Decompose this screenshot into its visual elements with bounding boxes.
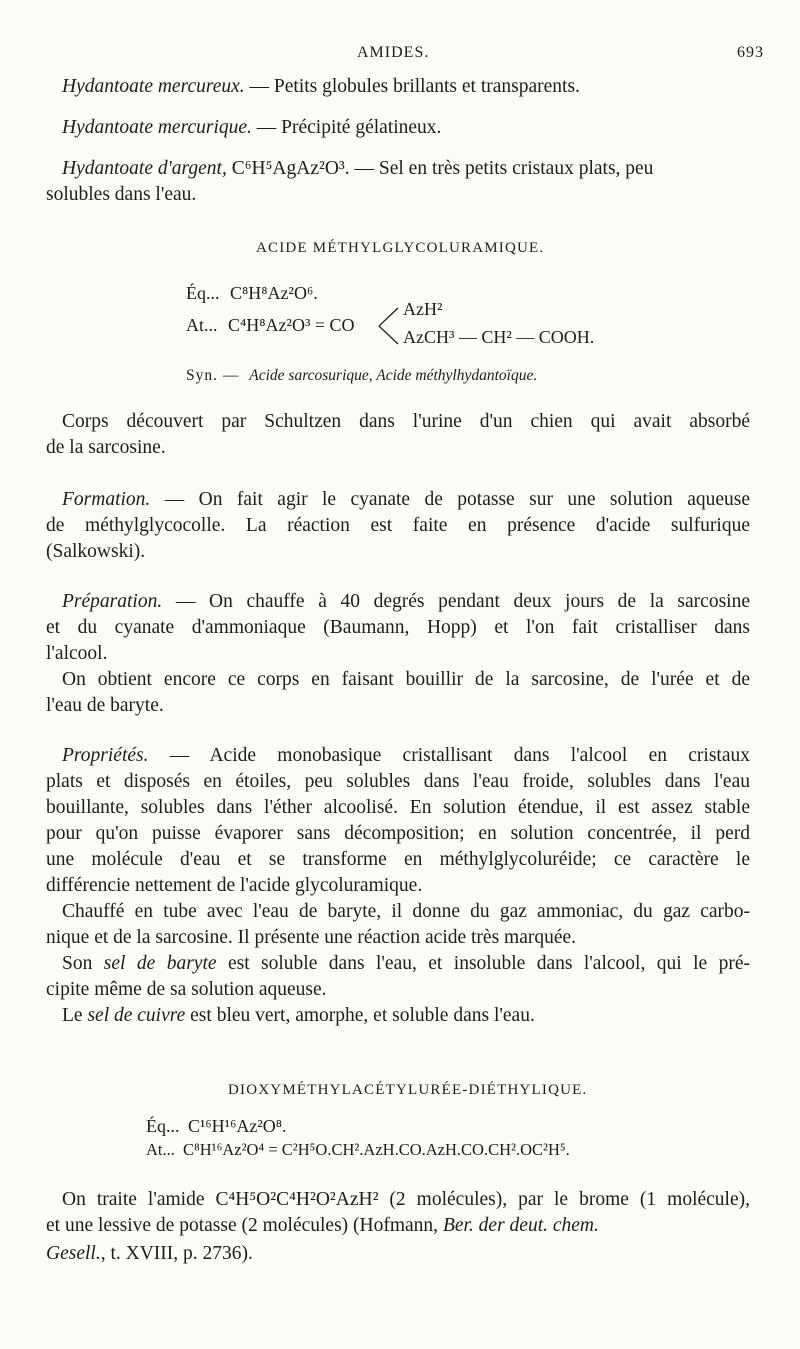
synonyms-line	[186, 367, 537, 385]
hydantoate-argent-formula: C⁶H⁵AgAz²O³.	[226, 158, 350, 179]
preparation-line-3: l'alcool.	[46, 643, 108, 664]
page-number: 693	[737, 44, 764, 61]
section-title-acide-methylglycoluramique: ACIDE MÉTHYLGLYCOLURAMIQUE.	[256, 240, 545, 256]
hydantoate-mercurique-name: Hydantoate mercurique.	[62, 117, 252, 138]
hydantoate-mercurique-text: — Précipité gélatineux.	[251, 117, 442, 138]
hydantoate-mercureux-name: Hydantoate mercureux.	[62, 76, 245, 97]
eq-formula-1: C⁸H⁸Az²O⁶.	[230, 283, 318, 303]
baryte-salt-rest: est soluble dans l'eau, et insoluble dans l'alcool, qui le pré-	[216, 953, 750, 974]
properties-line-5: une molécule d'eau et se transforme en méthylglycoluréide; ce caractère le	[46, 849, 750, 870]
at-label-2: At...	[146, 1140, 175, 1159]
heated-line-2: nique et de la sarcosine. Il présente une réaction acide très marquée.	[46, 927, 577, 948]
baryte-salt-line-2: cipite même de sa solution aqueuse.	[46, 979, 327, 1000]
preparation-text-1: — On chauffe à 40 degrés pendant deux jours de la sarcosine	[162, 591, 750, 612]
formation-label: Formation.	[62, 489, 151, 510]
baryte-prefix: Son	[62, 953, 104, 974]
running-title: AMIDES.	[357, 44, 430, 61]
formation-text-1: — On fait agir le cyanate de potasse sur une solution aqueuse	[150, 489, 750, 510]
hydantoate-mercurique-line	[62, 115, 441, 141]
properties-para-line1	[62, 743, 750, 769]
heated-line-1: Chauffé en tube avec l'eau de baryte, il donne du gaz ammoniac, du gaz carbo-	[62, 901, 750, 922]
amide-reference-rest: , t. XVIII, p. 2736).	[100, 1243, 253, 1264]
amide-line2-start: et une lessive de potasse (2 molécules) (Hofmann,	[46, 1215, 443, 1236]
amide-reference-journal: Ber. der deut. chem.	[442, 1215, 599, 1236]
preparation-para-line1	[62, 589, 750, 615]
preparation-line-1	[62, 589, 750, 615]
copper-salt-rest: est bleu vert, amorphe, et soluble dans l'eau.	[185, 1005, 535, 1026]
intro-line-1: Corps découvert par Schultzen dans l'urine d'un chien qui avait absorbé	[62, 411, 750, 432]
hydantoate-argent-name: Hydantoate d'argent,	[62, 158, 227, 179]
syn-label: Syn. —	[186, 367, 240, 384]
copper-salt-line	[62, 1003, 535, 1029]
baryte-salt-name: sel de baryte	[103, 953, 217, 974]
hydantoate-argent-line1	[62, 156, 742, 182]
obtain-line-1: On obtient encore ce corps en faisant bouillir de la sarcosine, de l'urée et de	[62, 669, 750, 690]
preparation-line-2: et du cyanate d'ammoniaque (Baumann, Hopp) et l'on fait cristalliser dans	[46, 617, 750, 638]
branch-bottom-group: AzCH³ — CH² — COOH.	[403, 327, 595, 347]
properties-line-3: bouillante, solubles dans l'éther alcoolisé. En solution étendue, il est assez stable	[46, 797, 750, 818]
formation-line-1	[62, 487, 750, 513]
branch-upper-stroke	[379, 308, 398, 326]
properties-line-2: plats et disposés en étoiles, peu solubles dans l'eau froide, solubles dans l'eau	[46, 771, 750, 792]
page-header	[0, 44, 800, 68]
syn-text: Acide sarcosurique, Acide méthylhydantoïque.	[249, 367, 538, 384]
properties-label: Propriétés.	[62, 745, 149, 766]
structure-branch-svg	[376, 302, 404, 350]
properties-line-4: pour qu'on puisse évaporer sans décomposition; en solution concentrée, il perd	[46, 823, 750, 844]
baryte-salt-line-1	[62, 951, 750, 977]
eq-formula-line-1	[186, 281, 318, 305]
at-label-1: At...	[186, 315, 218, 335]
at-formula-line-1	[186, 313, 355, 337]
at-formula-line-2	[146, 1138, 570, 1162]
formation-line-2: de méthylglycocolle. La réaction est faite en présence d'acide sulfurique	[46, 515, 750, 536]
hydantoate-argent-text2: solubles dans l'eau.	[46, 184, 197, 205]
intro-line-2: de la sarcosine.	[46, 437, 166, 458]
eq-formula-2: C¹⁶H¹⁶Az²O⁸.	[188, 1116, 287, 1136]
formation-para-line1	[62, 487, 750, 513]
properties-line-1	[62, 743, 750, 769]
hydantoate-mercureux-line	[62, 74, 580, 100]
obtain-line-2: l'eau de baryte.	[46, 695, 164, 716]
eq-formula-line-2	[146, 1114, 287, 1138]
at-formula-2: C⁸H¹⁶Az²O⁴ = C²H⁵O.CH².AzH.CO.AzH.CO.CH².OC²H⁵.	[183, 1140, 570, 1159]
amide-reference-gesell: Gesell.	[46, 1243, 101, 1264]
amide-line-1: On traite l'amide C⁴H⁵O²C⁴H²O²AzH² (2 molécules), par le brome (1 molécule),	[62, 1189, 750, 1210]
properties-text-1: — Acide monobasique cristallisant dans l'alcool en cristaux	[148, 745, 750, 766]
baryte-salt-para-line1	[62, 951, 750, 977]
properties-line-6: différencie nettement de l'acide glycoluramique.	[46, 875, 423, 896]
amide-line-2	[46, 1213, 599, 1239]
hydantoate-mercureux-text: — Petits globules brillants et transparents.	[244, 76, 580, 97]
at-formula-1: C⁴H⁸Az²O³ = CO	[228, 315, 355, 335]
branch-top-group: AzH²	[403, 299, 443, 319]
hydantoate-argent-line2	[46, 182, 196, 208]
copper-prefix: Le	[62, 1005, 88, 1026]
copper-salt-name: sel de cuivre	[87, 1005, 186, 1026]
section-title-dioxymethylacetyluree: DIOXYMÉTHYLACÉTYLURÉE-DIÉTHYLIQUE.	[228, 1082, 588, 1098]
eq-label-2: Éq...	[146, 1116, 180, 1136]
amide-line-3	[46, 1241, 253, 1267]
branch-lower-stroke	[379, 326, 398, 344]
preparation-label: Préparation.	[62, 591, 163, 612]
formation-line-3: (Salkowski).	[46, 541, 146, 562]
eq-label-1: Éq...	[186, 283, 220, 303]
hydantoate-argent-text1: — Sel en très petits cristaux plats, peu	[349, 158, 654, 179]
